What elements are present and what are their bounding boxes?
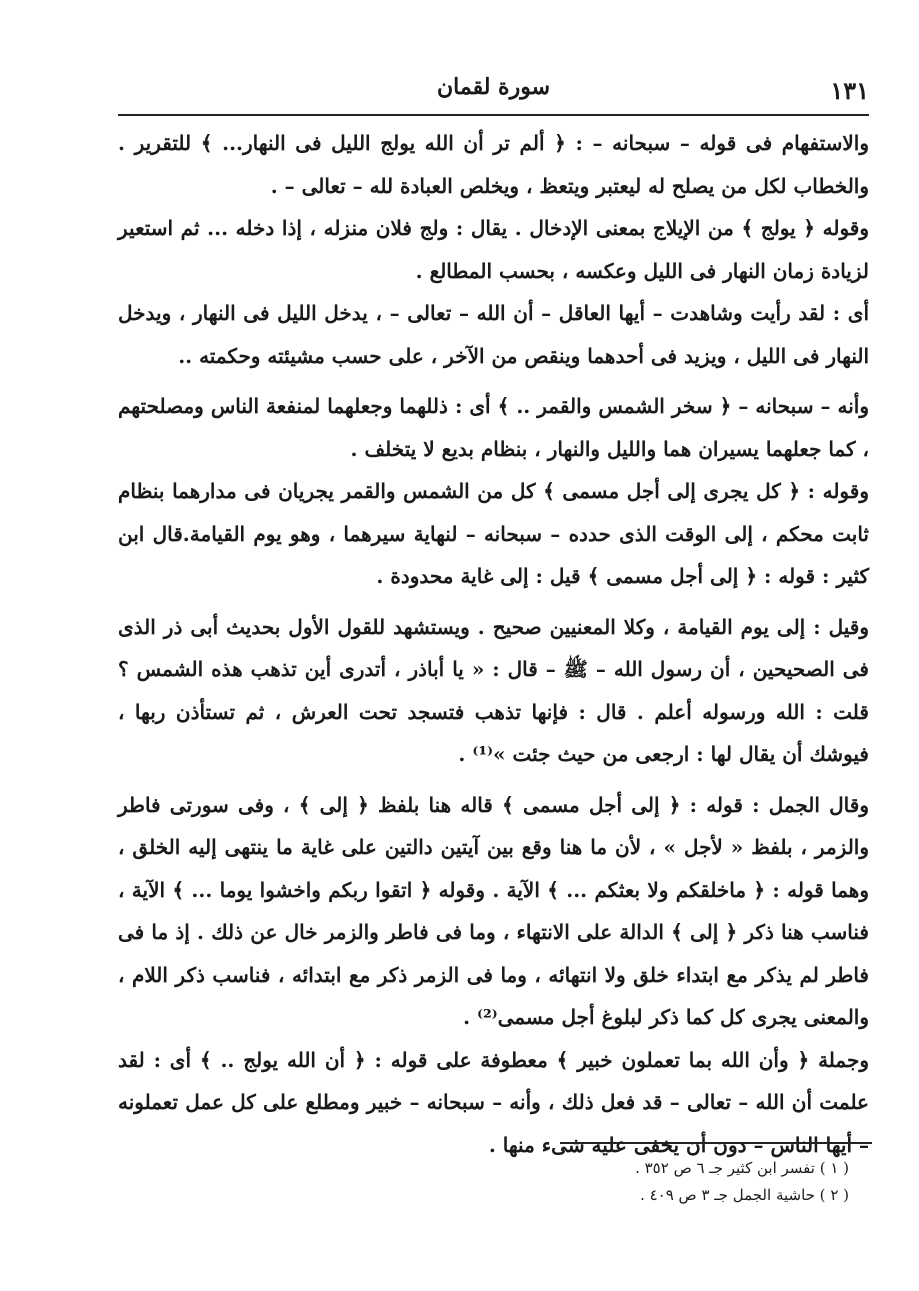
paragraph-yulij: وقوله ﴿ يولج ﴾ من الإيلاج بمعنى الإدخال . يقال : ولج فلان منزله ، إذا دخله ... ثم استعير لزيادة زمان النهار فى الليل وعكسه ، بحسب المطالع . — [118, 216, 869, 283]
footnotes — [349, 1155, 849, 1209]
paragraph-conclusion: وجملة ﴿ وأن الله بما تعملون خبير ﴾ معطوفة على قوله : ﴿ أن الله يولج .. ﴾ أى : لقد علمت أن الله – تعالى – قد فعل ذلك ، وأنه – سبحانه – خبير ومطلع على كل عمل تعملونه – أيها الناس – دون أن يخفى عليه شىء منها . — [118, 1047, 869, 1157]
page-header — [118, 68, 869, 112]
paragraph-hadith: وقيل : إلى يوم القيامة ، وكلا المعنيين صحيح . ويستشهد للقول الأول بحديث أبى ذر الذى فى الصحيحين ، أن رسول الله – ﷺ – قال : « يا أباذر ، أتدرى أين تذهب هذه الشمس ؟ قلت : الله ورسوله أعلم . قال : فإنها تذهب فتسجد تحت العرش ، ثم تستأذن ربها ، فيوشك أن يقال لها : ارجعى من حيث جئت »⁽¹⁾ . — [118, 614, 869, 766]
page-number: ١٣١ — [830, 75, 869, 105]
header-divider — [118, 114, 869, 116]
footnote-2: ( ٢ ) حاشية الجمل جـ ٣ ص ٤٠٩ . — [640, 1186, 849, 1204]
paragraph-al-jamal: وقال الجمل : قوله : ﴿ إلى أجل مسمى ﴾ قاله هنا بلفظ ﴿ إلى ﴾ ، وفى سورتى فاطر والزمر ، بلفظ « لأجل » ، لأن ما هنا وقع بين آيتين دالتين على غاية ما ينتهى إليه الخلق ، وهما قوله : ﴿ ماخلقكم ولا بعثكم ... ﴾ الآية . وقوله ﴿ اتقوا ربكم واخشوا يوما ... ﴾ الآية ، فناسب هنا ذكر ﴿ إلى ﴾ الدالة على الانتهاء ، وما فى فاطر والزمر خال عن ذلك . إذ ما فى فاطر لم يذكر مع ابتداء خلق ولا انتهائه ، وما فى الزمر ذكر مع ابتدائه ، فناسب ذكر اللام ، والمعنى يجرى كل كما ذكر لبلوغ أجل مسمى⁽²⁾ . — [118, 792, 869, 1029]
footnote-1: ( ١ ) تفسر ابن كثير جـ ٦ ص ٣٥٢ . — [635, 1159, 849, 1177]
paragraph-meaning: أى : لقد رأيت وشاهدت – أيها العاقل – أن الله – تعالى – ، يدخل الليل فى النهار ، ويدخل النهار فى الليل ، ويزيد فى أحدهما وينقص من الآخر ، على حسب مشيئته وحكمته .. — [118, 301, 869, 368]
running-title: سورة لقمان — [436, 74, 551, 100]
main-text — [118, 122, 869, 1166]
paragraph-sun-moon: وأنه – سبحانه – ﴿ سخر الشمس والقمر .. ﴾ أى : ذللهما وجعلهما لمنفعة الناس ومصلحتهم ، كما جعلهما يسيران هما والليل والنهار ، بنظام بديع لا يتخلف . — [118, 394, 869, 461]
paragraph-appointed-term: وقوله : ﴿ كل يجرى إلى أجل مسمى ﴾ كل من الشمس والقمر يجريان فى مدارهما بنظام ثابت محكم ، إلى الوقت الذى حدده – سبحانه – لنهاية سيرهما ، وهو يوم القيامة.قال ابن كثير : قوله : ﴿ إلى أجل مسمى ﴾ قيل : إلى غاية محدودة . — [118, 479, 869, 588]
paragraph-interrogative: والاستفهام فى قوله – سبحانه – : ﴿ ألم تر أن الله يولج الليل فى النهار... ﴾ للتقرير . والخطاب لكل من يصلح له ليعتبر ويتعظ ، ويخلص العبادة لله – تعالى – . — [118, 131, 869, 198]
footnote-divider — [560, 1142, 872, 1144]
